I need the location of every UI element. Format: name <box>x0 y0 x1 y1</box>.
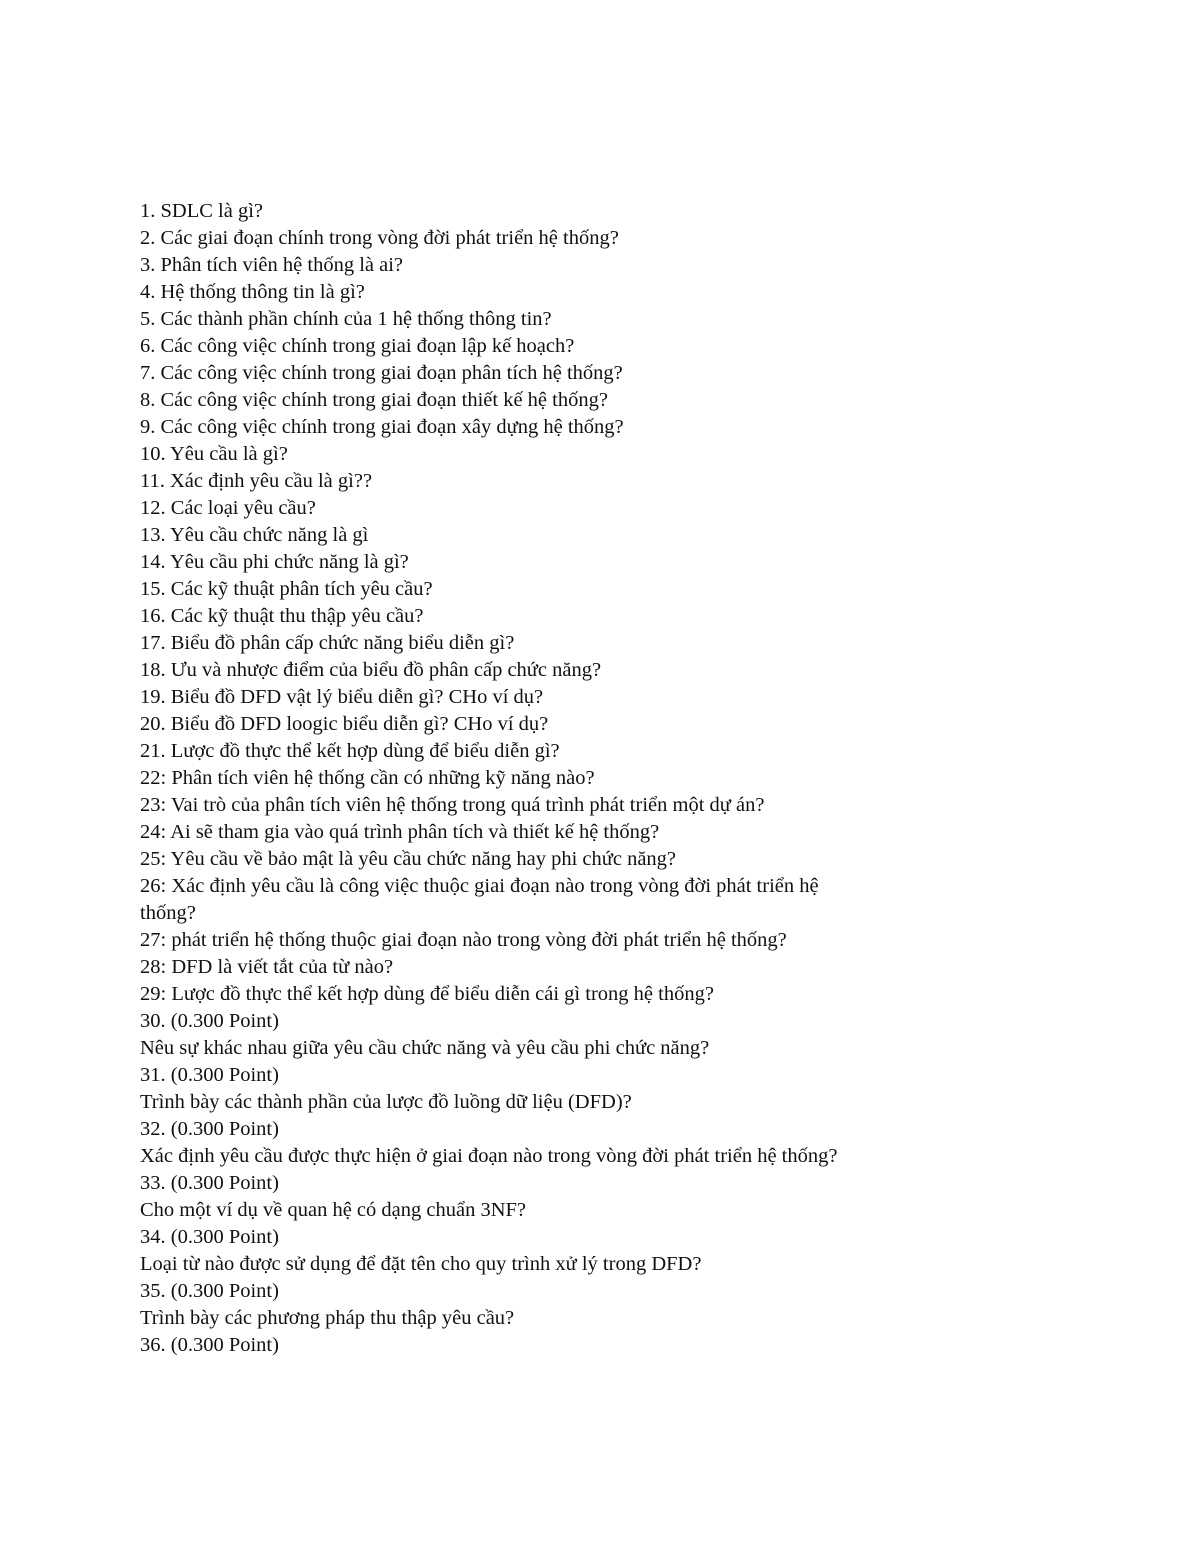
text-line: Trình bày các phương pháp thu thập yêu cầu? <box>140 1307 515 1329</box>
text-line: 26: Xác định yêu cầu là công việc thuộc giai đoạn nào trong vòng đời phát triển hệ <box>140 875 819 897</box>
text-line: 13. Yêu cầu chức năng là gì <box>140 524 369 546</box>
text-line: 33. (0.300 Point) <box>140 1172 279 1194</box>
text-line: 35. (0.300 Point) <box>140 1280 279 1302</box>
text-line: 36. (0.300 Point) <box>140 1334 279 1356</box>
text-line: 6. Các công việc chính trong giai đoạn lập kế hoạch? <box>140 335 575 357</box>
text-line: 22: Phân tích viên hệ thống cần có những kỹ năng nào? <box>140 767 595 789</box>
text-line: Trình bày các thành phần của lược đồ luồng dữ liệu (DFD)? <box>140 1091 632 1113</box>
text-line: 30. (0.300 Point) <box>140 1010 279 1032</box>
text-line: 2. Các giai đoạn chính trong vòng đời phát triển hệ thống? <box>140 227 619 249</box>
text-line: 29: Lược đồ thực thể kết hợp dùng để biểu diễn cái gì trong hệ thống? <box>140 983 714 1005</box>
text-line: Nêu sự khác nhau giữa yêu cầu chức năng và yêu cầu phi chức năng? <box>140 1037 710 1059</box>
text-line: 1. SDLC là gì? <box>140 200 263 222</box>
text-line: Xác định yêu cầu được thực hiện ở giai đoạn nào trong vòng đời phát triển hệ thống? <box>140 1145 838 1167</box>
text-line: 16. Các kỹ thuật thu thập yêu cầu? <box>140 605 424 627</box>
text-line: 24: Ai sẽ tham gia vào quá trình phân tích và thiết kế hệ thống? <box>140 821 660 843</box>
text-line: 14. Yêu cầu phi chức năng là gì? <box>140 551 409 573</box>
text-line: 8. Các công việc chính trong giai đoạn thiết kế hệ thống? <box>140 389 608 411</box>
text-line: Loại từ nào được sử dụng để đặt tên cho quy trình xử lý trong DFD? <box>140 1253 702 1275</box>
text-line: 23: Vai trò của phân tích viên hệ thống trong quá trình phát triển một dự án? <box>140 794 765 816</box>
text-line: 31. (0.300 Point) <box>140 1064 279 1086</box>
text-line: 12. Các loại yêu cầu? <box>140 497 316 519</box>
text-line: 32. (0.300 Point) <box>140 1118 279 1140</box>
text-line: 10. Yêu cầu là gì? <box>140 443 288 465</box>
question-list <box>140 198 960 1359</box>
text-line: 11. Xác định yêu cầu là gì?? <box>140 470 373 492</box>
text-line: 34. (0.300 Point) <box>140 1226 279 1248</box>
text-line: 4. Hệ thống thông tin là gì? <box>140 281 365 303</box>
text-line: 9. Các công việc chính trong giai đoạn xây dựng hệ thống? <box>140 416 624 438</box>
text-line: 3. Phân tích viên hệ thống là ai? <box>140 254 404 276</box>
text-line: 7. Các công việc chính trong giai đoạn phân tích hệ thống? <box>140 362 623 384</box>
text-line: Cho một ví dụ về quan hệ có dạng chuẩn 3NF? <box>140 1199 527 1221</box>
text-line: 21. Lược đồ thực thể kết hợp dùng để biểu diễn gì? <box>140 740 560 762</box>
text-line: 20. Biểu đồ DFD loogic biểu diễn gì? CHo ví dụ? <box>140 713 549 735</box>
text-line: 19. Biểu đồ DFD vật lý biểu diễn gì? CHo ví dụ? <box>140 686 544 708</box>
text-line: thống? <box>140 902 196 924</box>
text-line: 5. Các thành phần chính của 1 hệ thống thông tin? <box>140 308 552 330</box>
text-line: 28: DFD là viết tắt của từ nào? <box>140 956 394 978</box>
text-line: 17. Biểu đồ phân cấp chức năng biểu diễn gì? <box>140 632 515 654</box>
text-line: 15. Các kỹ thuật phân tích yêu cầu? <box>140 578 433 600</box>
text-line: 27: phát triển hệ thống thuộc giai đoạn nào trong vòng đời phát triển hệ thống? <box>140 929 787 951</box>
text-line: 18. Ưu và nhược điểm của biểu đồ phân cấp chức năng? <box>140 659 602 681</box>
text-line: 25: Yêu cầu về bảo mật là yêu cầu chức năng hay phi chức năng? <box>140 848 677 870</box>
